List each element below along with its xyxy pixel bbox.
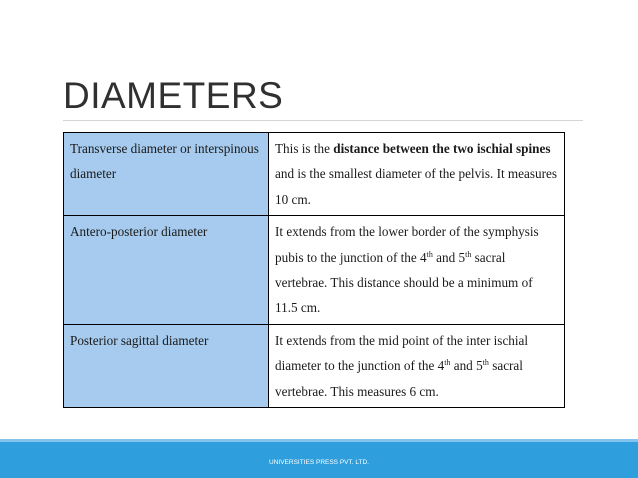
description-cell [269,324,565,407]
description-text: and is the smallest diameter of the pelvis. It measures 10 cm. [275,166,557,207]
description-emphasis: distance between the two ischial spines [333,141,551,156]
description-text: and 5 [450,358,483,374]
title-divider [63,120,583,121]
table-row [64,216,565,325]
term-cell: Transverse diameter or interspinous diameter [64,133,269,216]
description-text: It extends from the lower border of the symphysis pubis to the junction of the 4 [275,224,539,265]
ordinal-superscript: th [444,358,451,368]
term-cell: Antero-posterior diameter [64,216,269,325]
description-text: and 5 [432,249,466,265]
slide-title: DIAMETERS [63,75,284,116]
description-cell [269,133,565,216]
ordinal-superscript: th [482,358,489,368]
description-text: sacral vertebrae. This measures 6 cm. [275,358,523,399]
table-row [64,133,565,216]
description-text: sacral vertebrae. This distance should be a minimum of 11.5 cm. [275,249,533,316]
ordinal-superscript: th [465,249,472,259]
description-text: It extends from the mid point of the inter ischial diameter to the junction of the 4 [275,332,529,374]
description-text: This is the [275,141,334,156]
table-row [64,324,565,407]
term-cell: Posterior sagittal diameter [64,324,269,407]
ordinal-superscript: th [426,249,433,259]
diameters-table [63,132,565,408]
footer-publisher: UNIVERSITIES PRESS PVT. LTD. [269,459,369,466]
description-cell [269,216,565,325]
